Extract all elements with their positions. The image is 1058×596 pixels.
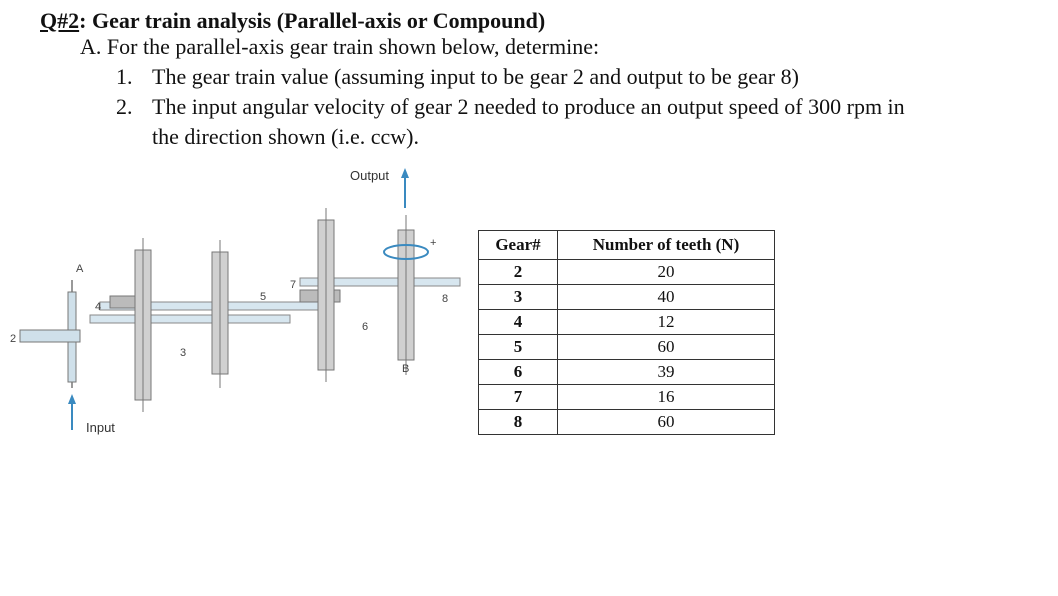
teeth-cell: 20 [558, 260, 775, 285]
teeth-cell: 39 [558, 360, 775, 385]
gear-teeth-table [478, 230, 775, 435]
label-gear-8: 8 [442, 293, 449, 305]
gear-cell: 2 [479, 260, 558, 285]
output-arrowhead-icon [401, 168, 409, 178]
item-1 [116, 64, 799, 90]
teeth-cell: 40 [558, 285, 775, 310]
input-arrowhead-icon [68, 394, 76, 404]
teeth-cell: 60 [558, 335, 775, 360]
table-row [479, 335, 775, 360]
item-2 [116, 94, 905, 120]
label-a: A [76, 263, 84, 275]
label-gear-2: 2 [10, 333, 17, 345]
table-row [479, 285, 775, 310]
table-row [479, 385, 775, 410]
label-gear-6: 6 [362, 321, 369, 333]
label-gear-4: 4 [95, 301, 102, 313]
gear-cell: 7 [479, 385, 558, 410]
teeth-cell: 12 [558, 310, 775, 335]
teeth-cell: 16 [558, 385, 775, 410]
gear-2 [20, 330, 80, 342]
table-header-row [479, 231, 775, 260]
label-gear-3: 3 [180, 347, 187, 359]
question-title-text: : Gear train analysis (Parallel-axis or Compound) [79, 8, 546, 33]
gear-train-figure [0, 160, 470, 450]
item-2-text: The input angular velocity of gear 2 needed to produce an output speed of 300 rpm in [152, 94, 905, 119]
table-row [479, 360, 775, 385]
output-label: Output [350, 168, 390, 183]
item-1-text: The gear train value (assuming input to be gear 2 and output to be gear 8) [152, 64, 799, 89]
table-row [479, 310, 775, 335]
header-teeth: Number of teeth (N) [558, 231, 775, 260]
question-title [40, 8, 545, 34]
gear-cell: 8 [479, 410, 558, 435]
label-gear-5: 5 [260, 291, 267, 303]
table-row [479, 410, 775, 435]
label-gear-7: 7 [290, 279, 297, 291]
gear-cell: 3 [479, 285, 558, 310]
gear-cell: 5 [479, 335, 558, 360]
lower-bar [90, 315, 290, 323]
label-plus: + [430, 237, 437, 249]
part-a [80, 34, 599, 60]
part-a-label: A. [80, 34, 102, 59]
part-a-text: For the parallel-axis gear train shown below, determine: [106, 34, 600, 59]
gear-cell: 4 [479, 310, 558, 335]
input-label: Input [86, 420, 115, 435]
question-number: Q#2 [40, 8, 80, 33]
teeth-cell: 60 [558, 410, 775, 435]
header-gear: Gear# [479, 231, 558, 260]
item-2-number: 2. [116, 94, 133, 119]
table-row [479, 260, 775, 285]
item-1-number: 1. [116, 64, 133, 89]
gear-cell: 6 [479, 360, 558, 385]
label-b: B [402, 363, 410, 375]
item-2-continuation: the direction shown (i.e. ccw). [152, 124, 419, 149]
